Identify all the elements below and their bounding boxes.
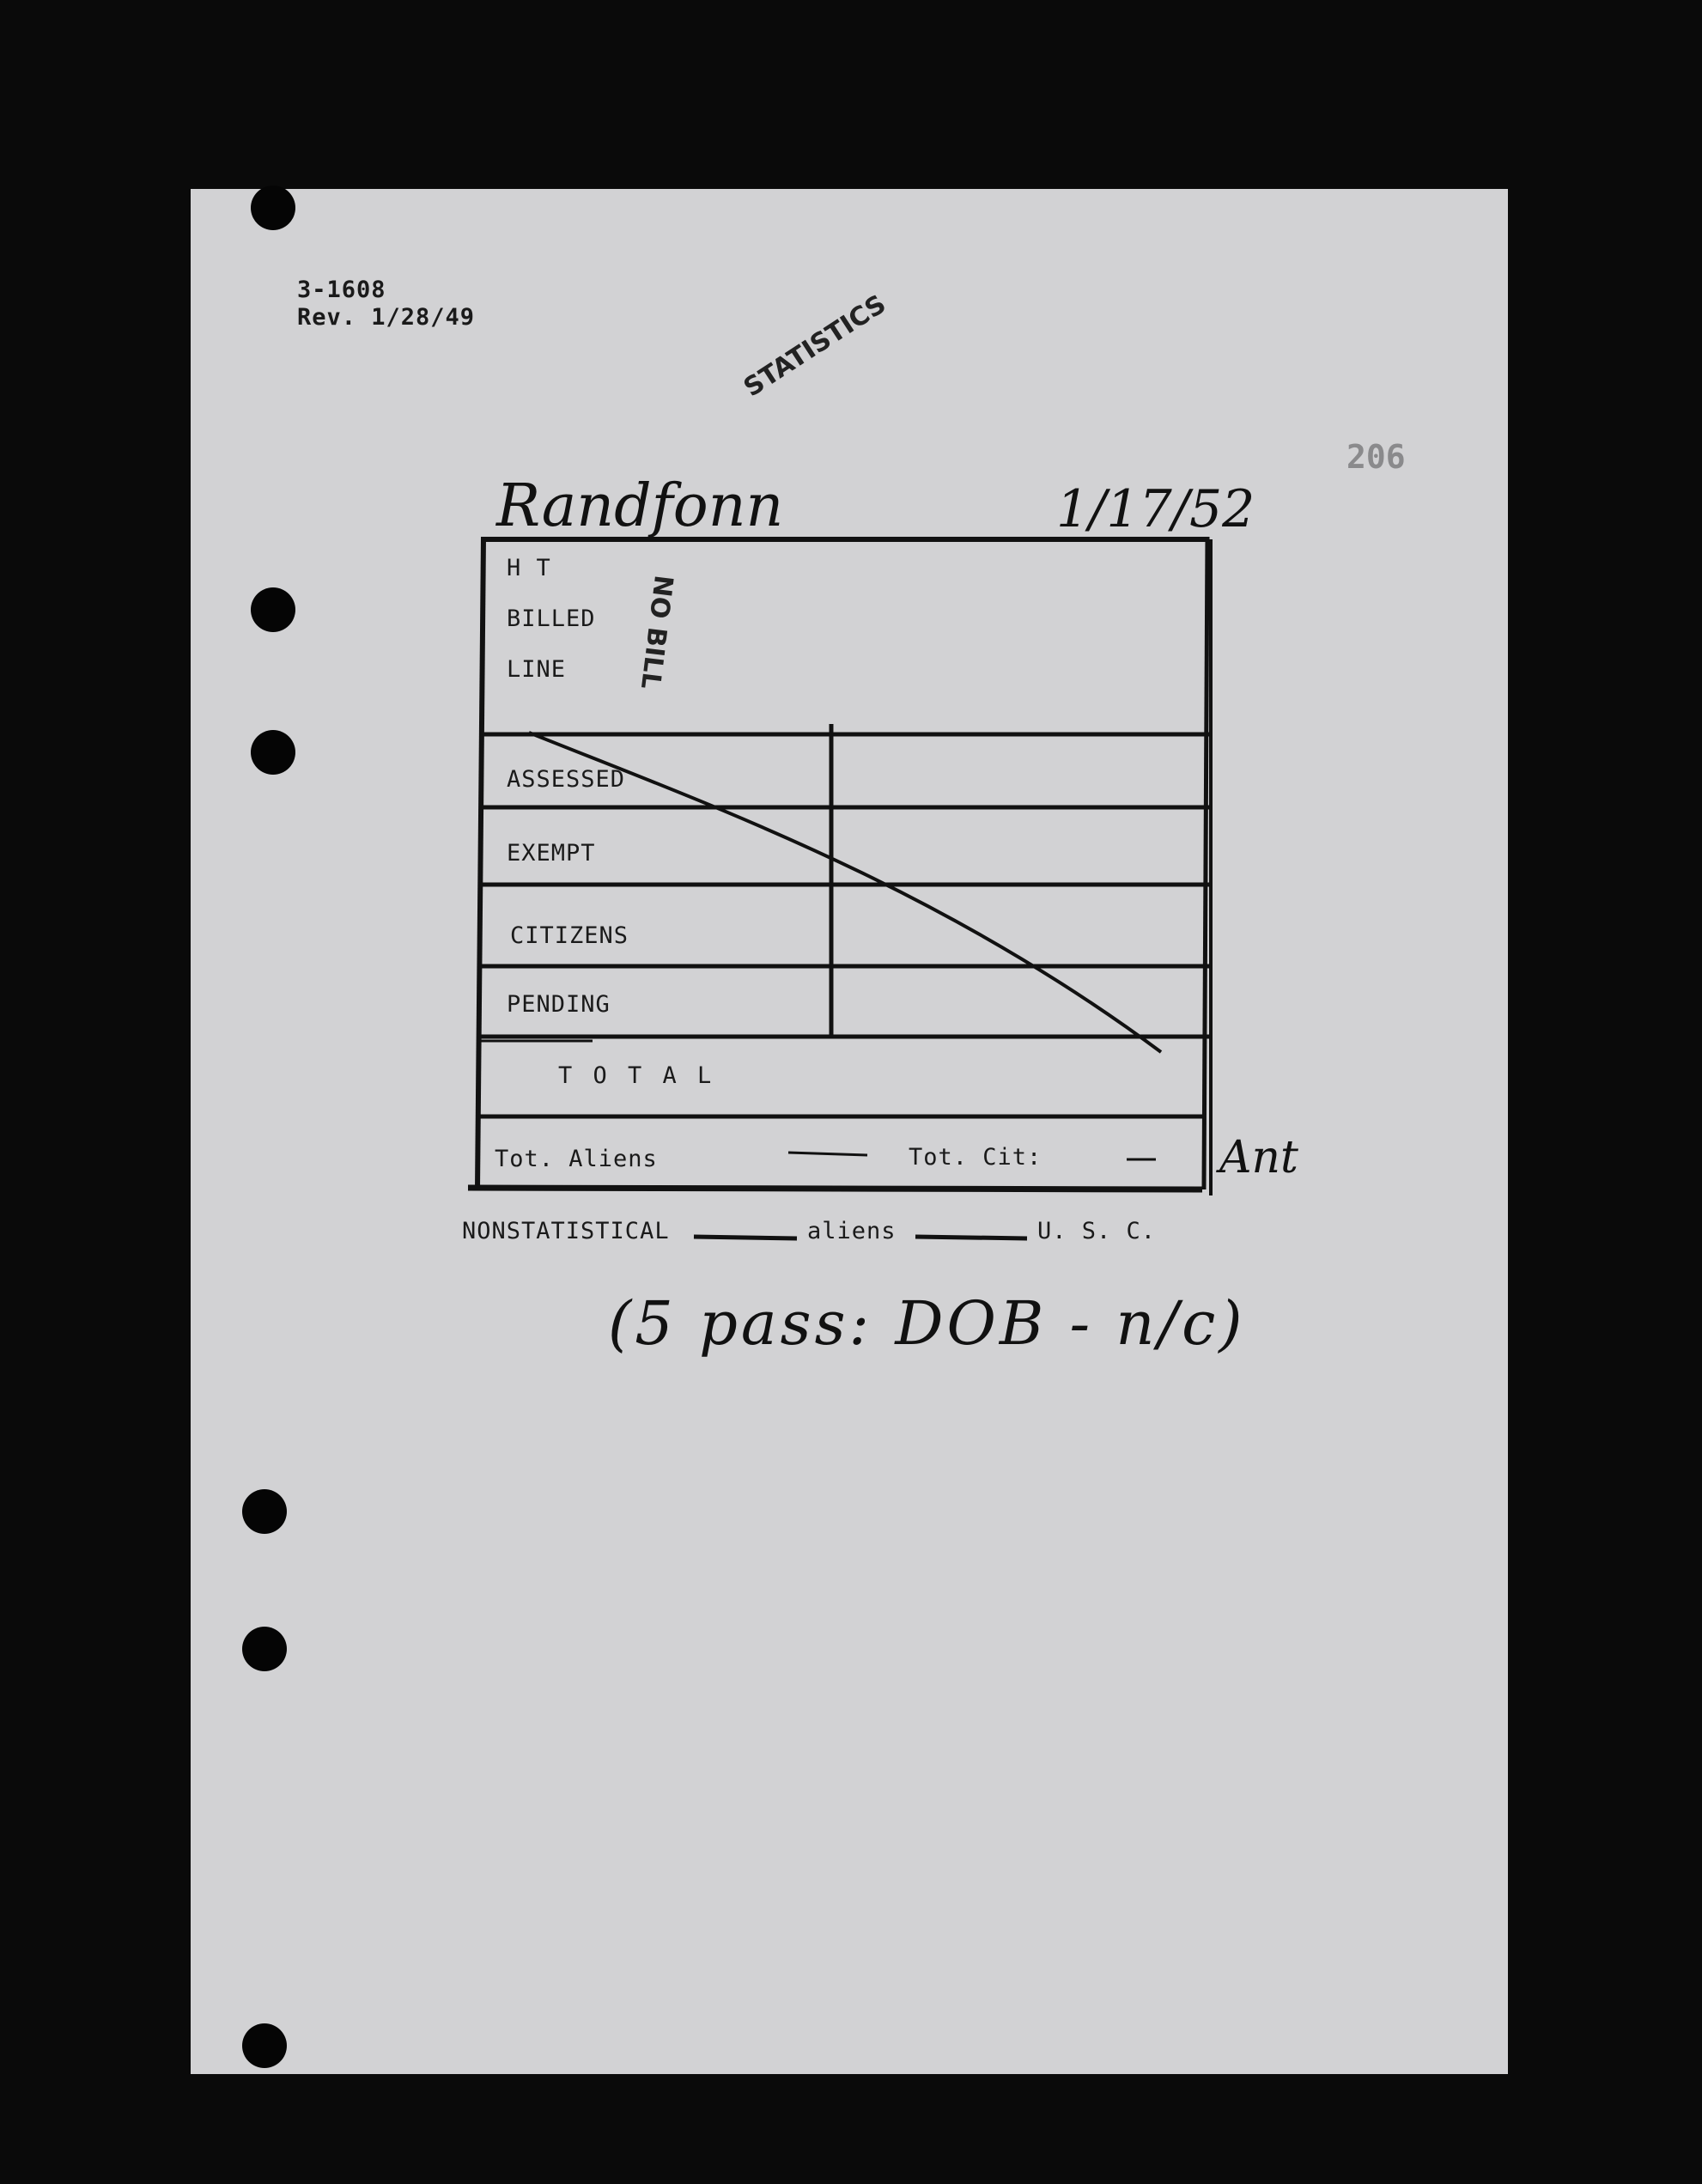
label-billed: BILLED — [507, 605, 596, 632]
inspector-initials: Ant — [1219, 1132, 1298, 1183]
form-number: 3-1608 — [297, 277, 386, 303]
arrival-date: 1/17/52 — [1056, 479, 1255, 539]
row-pending: PENDING — [507, 991, 611, 1018]
tot-cit-label: Tot. Cit: — [909, 1144, 1042, 1171]
usc-label: U. S. C. — [1037, 1218, 1157, 1244]
tot-aliens-label: Tot. Aliens — [495, 1146, 658, 1172]
form-revision: Rev. 1/28/49 — [297, 304, 476, 331]
label-ht: H T — [507, 555, 551, 581]
aliens-label: aliens — [807, 1218, 897, 1244]
handwritten-note: (5 pass: DOB - n/c) — [608, 1288, 1246, 1359]
no-bill-stamp: NO BILL — [635, 573, 678, 691]
row-total: T O T A L — [558, 1062, 715, 1089]
page-number: 206 — [1346, 438, 1406, 476]
nonstatistical-label: NONSTATISTICAL — [462, 1218, 670, 1244]
vessel-name: Randfonn — [496, 472, 784, 540]
row-assessed: ASSESSED — [507, 766, 626, 793]
statistics-stamp: STATISTICS — [739, 289, 892, 404]
label-line: LINE — [507, 656, 567, 683]
row-citizens: CITIZENS — [510, 922, 629, 949]
row-exempt: EXEMPT — [507, 840, 596, 867]
